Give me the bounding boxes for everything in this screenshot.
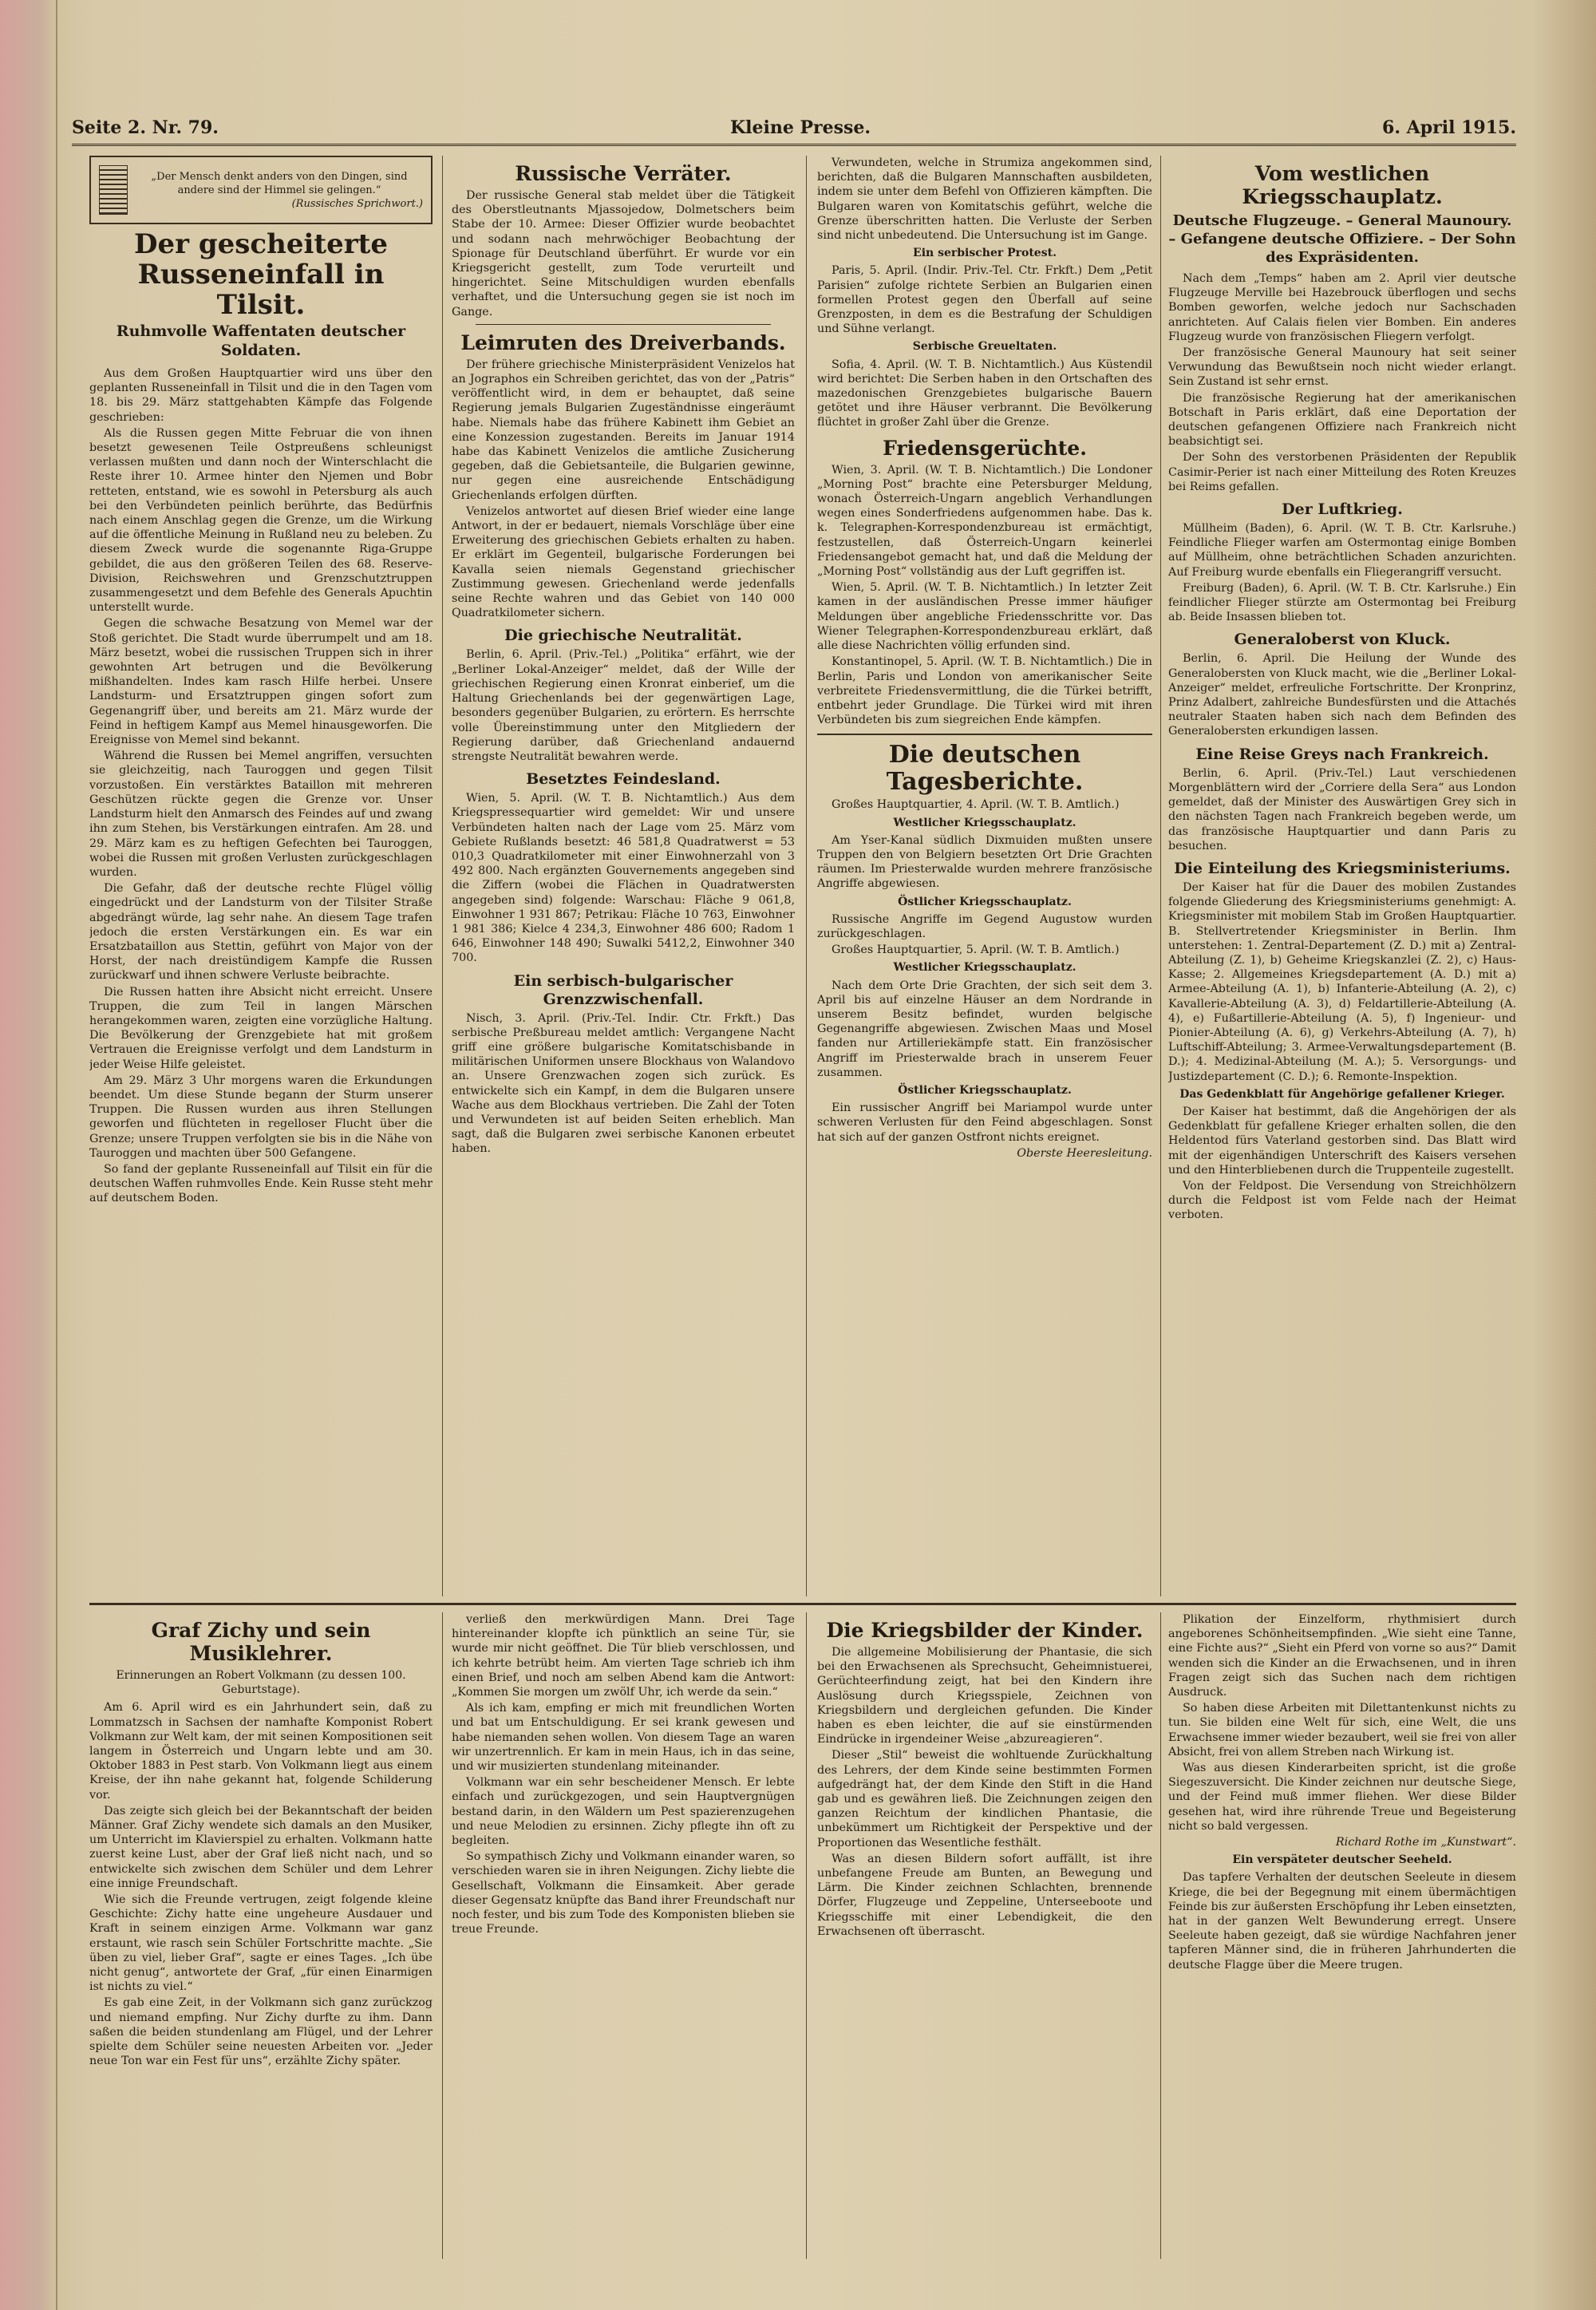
section-heading: Östlicher Kriegsschauplatz. xyxy=(898,1083,1072,1097)
paragraph: Es gab eine Zeit, in der Volkmann sich ganz zurückzog und niemand empfing. Nur Zichy durfte zu ihm. Dann saßen die beiden stundenlang am Flügel, und der Lehrer spielte dem Schüler seine neuesten Arbeiten vor. „Jeder neue Ton war ein Fest für uns“, erzählte Zichy später. xyxy=(89,1996,433,2068)
paragraph: Großes Hauptquartier, 4. April. (W. T. B. Amtlich.) xyxy=(832,798,1120,812)
article-deck: Erinnerungen an Robert Volkmann (zu dessen 100. Geburtstage). xyxy=(116,1669,406,1697)
article-title: Die Einteilung des Kriegsministeriums. xyxy=(1174,859,1511,877)
article-title: Graf Zichy und sein Musiklehrer. xyxy=(151,1619,371,1665)
paragraph: Konstantinopel, 5. April. (W. T. B. Nichtamtlich.) Die in Berlin, Paris und London von amerikanischer Seite verbreitete Friedensvermittlung, die die Türkei betrifft, entbehrt jeder Grundlage. Die Türkei wird mit ihren Verbündeten bis zum siegreichen Ende kämpfen. xyxy=(817,655,1152,727)
paragraph: Volkmann war ein sehr bescheidener Mensch. Er lebte einfach und zurückgezogen, und sein Hauptvergnügen bestand darin, in den Wäldern um Pest spazierenzugehen und neue Melodien zu ersinnen. Zichy pflegte ihn oft zu begleiten. xyxy=(452,1776,795,1848)
paragraph: Verwundeten, welche in Strumiza angekommen sind, berichten, daß die Bulgaren Mannschaften ausbildeten, indem sie unter dem Befehl von Offizieren kämpften. Die Bulgaren waren von Komitatschis geführt, welche die Grenze überschritten hatten. Die Verluste der Serben sind nicht unbedeutend. Die Untersuchung ist im Gange. xyxy=(817,156,1152,243)
paragraph: Wien, 5. April. (W. T. B. Nichtamtlich.) In letzter Zeit kamen in der ausländischen Presse immer häufiger Meldungen über angebliche Friedensschritte vor. Das Wiener Telegraphen-Korrespondenzbureau erklärt, daß alle diese Nachrichten völlig erfunden sind. xyxy=(817,581,1152,653)
paragraph: Berlin, 6. April. (Priv.-Tel.) „Politika“ erfährt, wie der „Berliner Lokal-Anzeiger“ meldet, daß der Wille der griechischen Regierung einen Kronrat einberief, um die Haltung Griechenlands bei der gegenwärtigen Lage, besonders gegenüber Bulgarien, zu erörtern. Es herrschte volle Übereinstimmung unter den Mitgliedern der Regierung darüber, daß Griechenland andauernd strengste Neutralität bewahren werde. xyxy=(452,648,795,763)
paragraph: Ein russischer Angriff bei Mariampol wurde unter schweren Verlusten für den Feind abgeschlagen. Sonst hat sich auf der ganzen Ostfront nichts ereignet. xyxy=(817,1102,1152,1144)
header-date: 6. April 1915. xyxy=(1382,117,1516,138)
article-deck: Deutsche Flugzeuge. – General Maunoury. – Gefangene deutsche Offiziere. – Der Sohn des Expräsidenten. xyxy=(1168,212,1516,266)
paragraph: Nisch, 3. April. (Priv.-Tel. Indir. Ctr. Frkft.) Das serbische Preßbureau meldet amtlich: Vergangene Nacht griff eine größere bulgarische Komitatschisbande in militärischen Uniformen unsere Blockhaus von Walandovo an. Unsere Grenzwachen zogen sich zurück. Es entwickelte sich ein Kampf, in dem die Bulgaren unsere Wache aus dem Blockhaus vertrieben. Die Zahl der Toten und Verwundeten ist auf beiden Seiten erheblich. Man sagt, daß die Bulgaren zwei serbische Kanonen erbeutet haben. xyxy=(452,1011,795,1156)
paragraph: Was aus diesen Kinderarbeiten spricht, ist die große Siegeszuversicht. Die Kinder zeichnen nur deutsche Siege, und der Feind muß immer fliehen. Wer diese Bilder gesehen hat, wird ihre rührende Treue und Begeisterung nicht so bald vergessen. xyxy=(1168,1762,1516,1833)
separator xyxy=(817,734,1152,735)
paragraph: Wien, 5. April. (W. T. B. Nichtamtlich.) Aus dem Kriegspressequartier wird gemeldet: Wir und unsere Verbündeten halten nach der Lage vom 25. März vom Gebiete Rußlands besetzt: 46 581,8 Quadratwerst = 53 010,3 Quadratkilometer mit einer Einwohnerzahl von 3 492 800. Nach ergänzten Gouvernements angegeben sind die Ziffern (wobei die Flächen in Quadratwersten angegeben sind) folgende: Warschau: Fläche 9 061,8, Einwohner 1 931 867; Petrikau: Fläche 10 763, Einwohner 1 981 386; Kielce 4 234,3, Einwohner 486 600; Radom 1 646, Einwohner 148 490; Suwalki 5412,2, Einwohner 340 700. xyxy=(452,792,795,965)
paragraph: Die Russen hatten ihre Absicht nicht erreicht. Unsere Truppen, die zum Teil in langen Märschen herangekommen waren, zeigten eine vorzügliche Haltung. Die Bevölkerung der Grenzgebiete hat mit großem Vertrauen die Ereignisse verfolgt und dem Landsturm in jeder Weise Hilfe geleistet. xyxy=(89,985,433,1071)
paragraph: Am 6. April wird es ein Jahrhundert sein, daß zu Lommatzsch in Sachsen der namhafte Komponist Robert Volkmann zur Welt kam, der mit seinen Kompositionen seit langem in Österreich und Ungarn lebte und am 30. Oktober 1883 in Pest starb. Von Volkmann liegt aus einem Kreise, der ihn nahe gekannt hat, folgende Schilderung vor. xyxy=(89,1701,433,1802)
paragraph: verließ den merkwürdigen Mann. Drei Tage hintereinander klopfte ich pünktlich an seine Tür, sie wurde mir nicht geöffnet. Die Tür blieb verschlossen, und ich kehrte betrübt heim. Am vierten Tage schrieb ich ihm einen Brief, und noch am selben Abend kam die Antwort: „Kommen Sie morgen um zwölf Uhr, ich werde da sein.“ xyxy=(452,1613,795,1699)
article-title: Ein verspäteter deutscher Seeheld. xyxy=(1232,1853,1452,1867)
paragraph: Russische Angriffe im Gegend Augustow wurden zurückgeschlagen. xyxy=(817,912,1152,940)
bottom-column-1 xyxy=(89,1612,433,2259)
column-3 xyxy=(817,156,1152,1596)
column-divider xyxy=(806,1612,807,2259)
paragraph: Müllheim (Baden), 6. April. (W. T. B. Ctr. Karlsruhe.) Feindliche Flieger warfen am Ostermontag einige Bomben auf Müllheim, ohne beträchtlichen Schaden anzurichten. Auf Freiburg wurde ebenfalls ein Fliegerangriff versucht. xyxy=(1168,522,1516,579)
page-header xyxy=(72,112,1516,146)
article-title: Serbische Greueltaten. xyxy=(912,340,1057,354)
article-title: Ein serbisch-bulgarischer Grenzzwischenfall. xyxy=(513,971,733,1008)
paragraph: Wie sich die Freunde vertrugen, zeigt folgende kleine Geschichte: Zichy hatte eine ungeheure Ausdauer und Kraft in seinem einzigen Arme. Volkmann war ganz erstaunt, wie rasch sein Schüler Fortschritte machte. „Sie üben zu viel, lieber Graf“, sagte er eines Tages. „Ich übe nicht genug“, antwortete der Graf, „für einen Einarmigen ist nichts zu viel.“ xyxy=(89,1893,433,1994)
paragraph: Als ich kam, empfing er mich mit freundlichen Worten und bat um Entschuldigung. Er sei krank gewesen und habe niemanden sehen wollen. Von diesem Tage an waren wir unzertrennlich. Er kam in mein Haus, ich in das seine, und wir musizierten stundenlang miteinander. xyxy=(452,1702,795,1774)
column-2 xyxy=(452,156,795,1596)
bottom-column-2 xyxy=(452,1612,795,2259)
motto-source: (Russisches Sprichwort.) xyxy=(291,197,423,210)
paragraph: Gegen die schwache Besatzung von Memel war der Stoß gerichtet. Die Stadt wurde überrumpelt und am 18. März besetzt, wobei die russischen Truppen sich in ihrer gewohnten Art betrugen und die Bevölkerung mißhandelten. Indes kam rasch Hilfe herbei. Unsere Landsturm- und Ersatztruppen gingen sofort zum Gegenangriff über, und bereits am 21. März wurde der Feind in heftigem Kampf aus Memel hinausgeworfen. Die Ereignisse von Memel sind bekannt. xyxy=(89,617,433,747)
article-title: Die deutschen Tagesberichte. xyxy=(886,741,1084,797)
fold-rule xyxy=(89,1603,1516,1605)
article-title: Vom westlichen Kriegsschauplatz. xyxy=(1242,162,1443,208)
column-1 xyxy=(89,156,433,1596)
paragraph: Die allgemeine Mobilisierung der Phantasie, die sich bei den Erwachsenen als Sprechsucht, Geheimnistuerei, Gerüchteerfindung zeigt, hat bei den Kindern ihre Auslösung durch Kriegsspiele, Zeichnen von Kriegsbildern und dergleichen gefunden. Die Kinder haben es eben leichter, die auf sie einstürmenden Eindrücke in irgendeiner Weise „abzureagieren“. xyxy=(817,1646,1152,1746)
paragraph: Plikation der Einzelform, rhythmisiert durch angeborenes Schönheitsempfinden. „Wie sieht eine Tanne, eine Fichte aus?“ „Sieht ein Pferd von vorne so aus?“ Damit wenden sich die Kinder an die Erwachsenen, und in ihren Fragen zeigt sich das Suchen nach dem richtigen Ausdruck. xyxy=(1168,1613,1516,1699)
signature: Richard Rothe im „Kunstwart“. xyxy=(1335,1836,1516,1849)
paragraph: Berlin, 6. April. (Priv.-Tel.) Laut verschiedenen Morgenblättern wird der „Corriere della Sera“ aus London gemeldet, daß der Minister des Auswärtigen Grey sich in den nächsten Tagen nach Frankreich begeben werde, um das französische Hauptquartier und dann Paris zu besuchen. xyxy=(1168,766,1516,852)
column-divider xyxy=(442,156,443,1596)
paragraph: Der Kaiser hat für die Dauer des mobilen Zustandes folgende Gliederung des Kriegsministeriums genehmigt: A. Kriegsminister mit mobilem Stab im Großen Hauptquartier. B. Stellvertretender Kriegsminister in Berlin. Ihm unterstehen: 1. Zentral-Departement (Z. D.) mit a) Zentral-Abteilung (Z. 1), b) Geheime Kriegskanzlei (Z. 2), c) Haus-Kasse; 2. Allgemeines Kriegsdepartement (A. D.) mit a) Armee-Abteilung (A. 1), b) Infanterie-Abteilung (A. 2), c) Kavallerie-Abteilung (A. 3), d) Feldartillerie-Abteilung (A. 4), e) Fußartillerie-Abteilung (A. 5), f) Ingenieur- und Pionier-Abteilung (A. 6), g) Verkehrs-Abteilung (A. 7), h) Luftschiff-Abteilung; 3. Armee-Verwaltungsdepartement (B. D.); 4. Medizinal-Abteilung (M. A.); 5. Versorgungs- und Justizdepartement (C. D.); 6. Remonte-Inspektion. xyxy=(1168,880,1516,1083)
header-masthead: Kleine Presse. xyxy=(729,117,871,138)
paragraph: Die französische Regierung hat der amerikanischen Botschaft in Paris erklärt, daß eine Deportation der deutschen gefangenen Offiziere nach Frankreich nicht beabsichtigt sei. xyxy=(1168,391,1516,449)
column-divider xyxy=(806,156,807,1596)
paragraph: Der frühere griechische Ministerpräsident Venizelos hat an Jographos ein Schreiben gerichtet, das von der „Patris“ veröffentlicht wird, in dem er behauptet, daß seine Regierung jemals Bulgarien Zugeständnisse eingeräumt habe. Niemals habe das frühere Kabinett ihm Gebiet an eine Konzession zugestanden. Bereits im Januar 1914 habe das Kabinett Venizelos die amtliche Zusicherung gegeben, daß die Gebietsanteile, die Bulgarien gewinne, nur gegen eine ausreichende Entschädigung Griechenlands erfolgen dürften. xyxy=(452,358,795,502)
column-divider xyxy=(442,1612,443,2259)
paragraph: Was an diesen Bildern sofort auffällt, ist ihre unbefangene Freude am Bunten, an Bewegung und Lärm. Die Kinder zeichnen Schlachten, brennende Dörfer, Flugzeuge und Zeppeline, Unterseeboote und Kriegsschiffe mit einer Lebendigkeit, die den Erwachsenen oft überrascht. xyxy=(817,1852,1152,1938)
paragraph: Berlin, 6. April. Die Heilung der Wunde des Generalobersten von Kluck macht, wie die „Berliner Lokal-Anzeiger“ meldet, erfreuliche Fortschritte. Der Kronprinz, Prinz Adalbert, zahlreiche Bundesfürsten und die Attachés neutraler Staaten haben sich nach dem Befinden des Generalobersten erkundigen lassen. xyxy=(1168,652,1516,738)
article-title: Eine Reise Greys nach Frankreich. xyxy=(1195,745,1489,763)
paragraph: Paris, 5. April. (Indir. Priv.-Tel. Ctr. Frkft.) Dem „Petit Parisien“ zufolge richtete Serbien an Bulgarien einen formellen Protest gegen den Überfall auf seine Grenzposten, in dem es die Bestrafung der Schuldigen und Sühne verlangt. xyxy=(817,264,1152,336)
paragraph: Der Sohn des verstorbenen Präsidenten der Republik Casimir-Perier ist nach einer Mitteilung des Roten Kreuzes bei Reims gefallen. xyxy=(1168,451,1516,493)
paragraph: Aus dem Großen Hauptquartier wird uns über den geplanten Russeneinfall in Tilsit und die in den Tagen vom 18. bis 29. März stattgehabten Kämpfe das Folgende geschrieben: xyxy=(89,367,433,424)
column-divider xyxy=(1160,1612,1161,2259)
section-heading: Westlicher Kriegsschauplatz. xyxy=(893,816,1077,829)
page-edge-strip xyxy=(0,0,56,2310)
paragraph: Sofia, 4. April. (W. T. B. Nichtamtlich.) Aus Küstendil wird berichtet: Die Serben haben in den Ortschaften des mazedonischen Grenzgebietes bulgarische Bauern getötet und ihre Häuser verbrannt. Die Bevölkerung flüchtet in großer Zahl über die Grenze. xyxy=(817,358,1152,429)
paragraph: Am 29. März 3 Uhr morgens waren die Erkundungen beendet. Um diese Stunde begann der Sturm unserer Truppen. Die Russen wurden aus ihren Stellungen geworfen und flüchteten in regelloser Flucht über die Grenze; unsere Truppen verfolgten sie bis in die Nähe von Tauroggen und machten über 500 Gefangene. xyxy=(89,1074,433,1160)
paragraph: Dieser „Stil“ beweist die wohltuende Zurückhaltung des Lehrers, der dem Kinde seine bestimmten Formen aufgedrängt hat, der dem Kinde den Stift in die Hand gab und es gewähren ließ. Die Zeichnungen zeigen den ganzen Reichtum der kindlichen Phantasie, die unbekümmert um Richtigkeit der Perspektive und der Proportionen das Wesentliche festhält. xyxy=(817,1749,1152,1849)
article-title: Friedensgerüchte. xyxy=(883,436,1087,460)
paragraph: Großes Hauptquartier, 5. April. (W. T. B. Amtlich.) xyxy=(832,943,1120,957)
paragraph: Venizelos antwortet auf diesen Brief wieder eine lange Antwort, in der er bedauert, niemals Vorschläge über eine Erweiterung des griechischen Gebiets erhalten zu haben. Er erklärt im Gegenteil, bulgarische Forderungen bei Kavalla seien niemals Gegenstand griechischer Zustimmung gewesen. Griechenland werde jedenfalls seine Rechte wahren und das Gebiet von 140 000 Quadratkilometer sichern. xyxy=(452,504,795,620)
paragraph: Wien, 3. April. (W. T. B. Nichtamtlich.) Die Londoner „Morning Post“ brachte eine Petersburger Meldung, wonach Österreich-Ungarn angeblich Verhandlungen wegen eines Sonderfriedens aufgenommen habe. Das k. k. Telegraphen-Korrespondenzbureau ist ermächtigt, festzustellen, daß Österreich-Ungarn keinerlei Friedensangebot gemacht hat, und daß die Meldung der „Morning Post“ vollständig aus der Luft gegriffen ist. xyxy=(817,463,1152,579)
paragraph: Die Gefahr, daß der deutsche rechte Flügel völlig eingedrückt und der Landsturm von der Tilsiter Straße abgedrängt würde, lag sehr nahe. An diesem Tage trafen jedoch die ersten Verstärkungen ein. Es war ein Ersatzbataillon aus Stettin, geführt von Major von der Horst, der nach dreistündigem Kampfe die Russen zurückwarf und ihnen schwere Verluste beibrachte. xyxy=(89,882,433,983)
paragraph: Der russische General stab meldet über die Tätigkeit des Oberstleutnants Mjassojedow, Dolmetschers beim Stabe der 10. Armee: Dieser Offizier wurde beobachtet und sodann nach mehrwöchiger Beobachtung der Spionage für Deutschland überführt. Er wurde vor ein Kriegsgericht gestellt, zum Tode verurteilt und hingerichtet. Seine Mitschuldigen wurden ebenfalls verhaftet, und die Untersuchung gegen sie ist noch im Gange. xyxy=(452,189,795,318)
paragraph: Nach dem „Temps“ haben am 2. April vier deutsche Flugzeuge Merville bei Hazebrouck überflogen und sechs Bomben geworfen, welche jedoch nur Sachschaden anrichteten. Auf Calais fielen vier Bomben. Ein anderes Flugzeug wurde von französischen Fliegern verfolgt. xyxy=(1168,272,1516,343)
article-subtitle: Ruhmvolle Waffentaten deutscher Soldaten. xyxy=(116,322,406,359)
paragraph: So haben diese Arbeiten mit Dilettantenkunst nichts zu tun. Sie bilden eine Welt für sich, eine Welt, die uns Erwachsene immer wieder bezaubert, weil sie frei von aller Absicht, frei von allem Streben nach Wirkung ist. xyxy=(1168,1702,1516,1758)
paragraph: Das zeigte sich gleich bei der Bekanntschaft der beiden Männer. Graf Zichy wendete sich damals an den Musiker, um Unterricht im Klavierspiel zu erhalten. Volkmann hatte zuerst keine Lust, aber der Graf ließ nicht nach, und so entwickelte sich zwischen dem Schüler und dem Lehrer eine innige Freundschaft. xyxy=(89,1804,433,1890)
article-title: Der gescheiterte Russeneinfall in Tilsit. xyxy=(134,228,388,321)
section-heading: Östlicher Kriegsschauplatz. xyxy=(898,895,1072,908)
paragraph: Während die Russen bei Memel angriffen, versuchten sie gleichzeitig, nach Tauroggen und gegen Tilsit vorzustoßen. Ein verstärktes Bataillon mit mehreren Geschützen rückte gegen die Grenze vor. Unser Landsturm hielt den Anmarsch des Feindes auf und zwang ihn zum Stehen, bis Verstärkungen eintrafen. Am 28. und 29. März kam es zu heftigen Gefechten bei Tauroggen, wobei die Russen mit großen Verlusten zurückgeschlagen wurden. xyxy=(89,750,433,879)
motto-box xyxy=(89,156,433,224)
article-title: Leimruten des Dreiverbands. xyxy=(460,330,786,354)
article-title: Besetztes Feindesland. xyxy=(526,770,721,789)
separator xyxy=(476,324,771,325)
article-title: Die griechische Neutralität. xyxy=(504,627,742,645)
article-title: Ein serbischer Protest. xyxy=(913,247,1057,260)
ornament-icon xyxy=(99,165,128,215)
paragraph: Am Yser-Kanal südlich Dixmuiden mußten unsere Truppen den von Belgiern besetzten Ort Drie Grachten räumen. Im Priesterwalde wurden mehrere französische Angriffe abgewiesen. xyxy=(817,833,1152,891)
section-heading: Das Gedenkblatt für Angehörige gefallener Krieger. xyxy=(1179,1087,1505,1101)
column-divider xyxy=(1160,156,1161,1596)
paragraph: Nach dem Orte Drie Grachten, der sich seit dem 3. April bis auf einzelne Häuser an dem Nordrande in unserem Besitz befindet, wurden belgische Gegenangriffe abgewiesen. Zwischen Maas und Mosel fanden nur Artilleriekämpfe statt. Ein französischer Angriff im Priesterwalde brach in unserem Feuer zusammen. xyxy=(817,979,1152,1079)
paragraph: Der französische General Maunoury hat seit seiner Verwundung das Bewußtsein noch nicht wieder erlangt. Sein Zustand ist sehr ernst. xyxy=(1168,346,1516,389)
signature: Oberste Heeresleitung. xyxy=(1017,1146,1152,1160)
paragraph: So sympathisch Zichy und Volkmann einander waren, so verschieden waren sie in ihren Neigungen. Zichy liebte die Gesellschaft, Volkmann die Einsamkeit. Aber gerade dieser Gegensatz knüpfte das Band ihrer Freundschaft nur noch fester, und bis zum Tode des Komponisten blieben sie treue Freunde. xyxy=(452,1850,795,1936)
paragraph: Das tapfere Verhalten der deutschen Seeleute in diesem Kriege, die bei der Begegnung mit einem übermächtigen Feinde bis zur äußersten Erschöpfung ihr Leben einsetzten, hat in der ganzen Welt Bewunderung erregt. Unsere Seeleute haben gezeigt, daß sie würdige Nachfahren jener tapferen Männer sind, die in früheren Jahrhunderten die deutsche Flagge über die Meere trugen. xyxy=(1168,1871,1516,1972)
bottom-column-3 xyxy=(817,1612,1152,2259)
paragraph: Der Kaiser hat bestimmt, daß die Angehörigen der als Gedenkblatt für gefallene Krieger erhalten sollen, die den Heldentod fürs Vaterland gestorben sind. Das Blatt wird mit der eigenhändigen Unterschrift des Kaisers versehen und den Hinterbliebenen durch die Truppenteile zugestellt. xyxy=(1168,1105,1516,1177)
article-title: Der Luftkrieg. xyxy=(1282,500,1403,519)
section-heading: Westlicher Kriegsschauplatz. xyxy=(893,961,1077,975)
paragraph: Freiburg (Baden), 6. April. (W. T. B. Ctr. Karlsruhe.) Ein feindlicher Flieger stürzte am Ostermontag bei Freiburg ab. Beide Insassen blieben tot. xyxy=(1168,581,1516,624)
article-title: Die Kriegsbilder der Kinder. xyxy=(826,1619,1144,1642)
column-4 xyxy=(1168,156,1516,1596)
article-title: Russische Verräter. xyxy=(515,162,732,185)
article-title: Generaloberst von Kluck. xyxy=(1234,631,1451,649)
paragraph: Als die Russen gegen Mitte Februar die von ihnen besetzt gewesenen Teile Ostpreußens schleunigst verlassen mußten und dann noch der Winterschlacht die Reste ihrer 10. Armee hinter den Njemen und Bobr retteten, entstand, wie es sowohl in Petersburg als auch bei den Verbündeten peinlich berührte, das Bedürfnis nach einem Anschlag gegen die Grenze, um die Wirkung auf die öffentliche Meinung in Rußland neu zu beleben. Zu diesem Zweck wurde die sogenannte Riga-Gruppe gebildet, die aus den größeren Teilen des 68. Reserve-Division, Reichswehren und Grenzschutztruppen zusammengesetzt und dem Befehle des Generals Apuchtin unterstellt wurde. xyxy=(89,426,433,615)
header-page-number: Seite 2. Nr. 79. xyxy=(72,117,219,138)
motto-text: „Der Mensch denkt anders von den Dingen, sind andere sind der Himmel sie gelingen.“ xyxy=(151,170,408,196)
page-fold xyxy=(56,0,57,2310)
bottom-column-4 xyxy=(1168,1612,1516,2259)
paragraph: So fand der geplante Russeneinfall auf Tilsit ein für die deutschen Waffen ruhmvolles Ende. Kein Russe steht mehr auf deutschem Boden. xyxy=(89,1162,433,1205)
paragraph: Von der Feldpost. Die Versendung von Streichhölzern durch die Feldpost ist vom Felde nach der Heimat verboten. xyxy=(1168,1179,1516,1222)
